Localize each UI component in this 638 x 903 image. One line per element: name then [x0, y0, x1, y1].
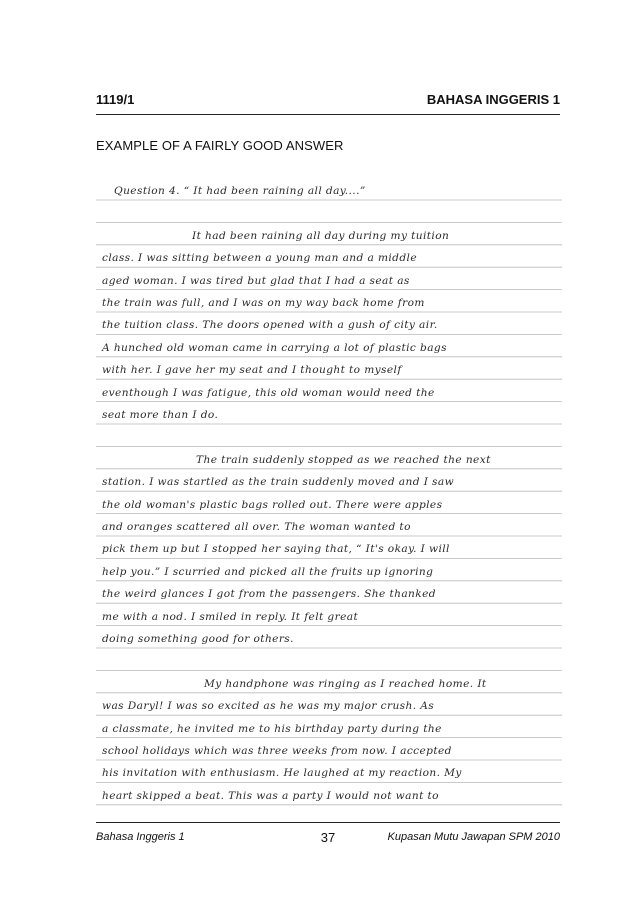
ruled-lines [96, 176, 562, 813]
handwritten-line: It had been raining all day during my tuition [192, 229, 450, 242]
handwritten-line: a classmate, he invited me to his birthday party during the [102, 722, 442, 735]
section-title: EXAMPLE OF A FAIRLY GOOD ANSWER [96, 138, 344, 153]
paper-code: 1119/1 [96, 92, 135, 107]
handwritten-line: me with a nod. I smiled in reply. It felt great [102, 610, 359, 623]
handwritten-line: pick them up but I stopped her saying that, “ It's okay. I will [102, 543, 450, 556]
header-rule [96, 114, 560, 115]
handwritten-line: the old woman's plastic bags rolled out. There were apples [102, 498, 443, 511]
footer-subject: Bahasa Inggeris 1 [96, 831, 185, 843]
footer-rule [96, 822, 560, 823]
handwritten-line: eventhough I was fatigue, this old woman would need the [102, 386, 435, 399]
footer-source: Kupasan Mutu Jawapan SPM 2010 [387, 831, 560, 843]
handwritten-line: the weird glances I got from the passengers. She thanked [102, 588, 436, 601]
handwritten-line: and oranges scattered all over. The woman wanted to [102, 521, 411, 533]
handwritten-line: Question 4. “ It had been raining all day....” [114, 185, 366, 197]
page-number: 37 [320, 830, 336, 845]
subject-title: BAHASA INGGERIS 1 [426, 92, 560, 107]
page-header [96, 92, 560, 110]
handwritten-line: class. I was sitting between a young man and a middle [102, 252, 418, 265]
handwritten-line: doing something good for others. [102, 633, 294, 645]
handwritten-line: with her. I gave her my seat and I thought to myself [102, 364, 402, 377]
handwritten-line: heart skipped a beat. This was a party I would not want to [102, 789, 439, 802]
handwritten-answer-sheet [96, 176, 562, 813]
handwritten-line: his invitation with enthusiasm. He laughed at my reaction. My [102, 767, 462, 780]
handwritten-line: My handphone was ringing as I reached home. It [204, 677, 487, 690]
handwritten-line: aged woman. I was tired but glad that I had a seat as [102, 274, 410, 287]
handwritten-line: the tuition class. The doors opened with a gush of city air. [102, 319, 438, 332]
handwritten-line: help you.” I scurried and picked all the fruits up ignoring [102, 565, 434, 578]
page-footer [96, 831, 560, 847]
handwritten-line: school holidays which was three weeks from now. I accepted [102, 745, 452, 757]
handwritten-line: A hunched old woman came in carrying a lot of plastic bags [102, 341, 447, 354]
handwritten-line: station. I was startled as the train suddenly moved and I saw [102, 476, 455, 489]
handwritten-line: was Daryl! I was so excited as he was my major crush. As [102, 700, 435, 713]
handwritten-line: seat more than I do. [102, 409, 219, 421]
handwritten-line: The train suddenly stopped as we reached the next [196, 453, 491, 466]
handwritten-line: the train was full, and I was on my way back home from [102, 297, 425, 309]
